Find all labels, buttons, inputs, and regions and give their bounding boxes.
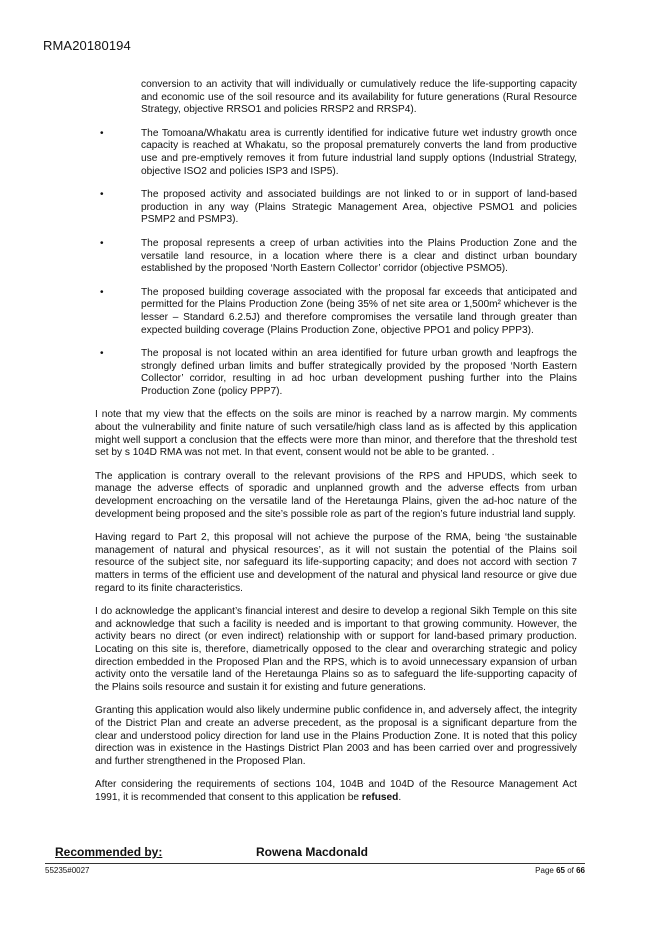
paragraph-soil-effects: I note that my view that the effects on the soils are minor is reached by a narrow margin. My comments about the vulnerability and finite nature of such versatile/high class land as is affected by this application might well support a conclusion that the effects were more than minor, and therefore that the threshold test set by s 104D RMA was not met. In that event, consent would not be able to be granted. . <box>95 409 577 459</box>
bullet-item <box>95 287 577 337</box>
paragraph-precedent: Granting this application would also likely undermine public confidence in, and adversely affect, the integrity of the District Plan and create an adverse precedent, as the proposal is a significant departure from the clear and understood policy direction for land use in the Plains Production Zone. It is noted that this policy direction was in existence in the Hastings District Plan 2003 and has been carried over and progressively and further strengthened in the Proposed Plan. <box>95 705 577 767</box>
bullet-item <box>95 238 577 276</box>
page-number <box>535 866 585 875</box>
paragraph-part-2: Having regard to Part 2, this proposal will not achieve the purpose of the RMA, being ‘the sustainable management of natural and physical resources’, as it will not sustain the potential of the Plains soil resource of the subject site, nor safeguard its life-supporting capacity; and does not accord with section 7 matters in terms of the efficient use and development of the natural and physical land resource or give due regard to its finite characteristics. <box>95 532 577 594</box>
recommendation-outcome: refused <box>361 791 399 803</box>
footer-document-ref: 55235#0027 <box>45 866 90 875</box>
page-of: of <box>564 866 577 875</box>
bullet-text: The Tomoana/Whakatu area is currently identified for indicative future wet industry growth once capacity is reached at Whakatu, so the proposal prematurely converts the land from productive use and pre-emptively removes it from future industrial land supply options (Industrial Strategy, objective ISO2 and policies ISP3 and ISP5). <box>141 127 577 177</box>
bullet-glyph: • <box>100 189 104 201</box>
bullet-item <box>95 189 577 227</box>
bullet-glyph: • <box>100 286 104 298</box>
bullet-glyph: • <box>100 127 104 139</box>
current-page: 65 <box>556 866 565 875</box>
bullet-item <box>95 348 577 398</box>
recommended-by-label: Recommended by: <box>55 845 163 859</box>
bullet-text: The proposed activity and associated buildings are not linked to or in support of land-based production in any way (Plains Strategic Management Area, objective PSMO1 and policies PSMP2 and PSMP3). <box>141 189 577 226</box>
total-pages: 66 <box>576 866 585 875</box>
recommender-name: Rowena Macdonald <box>256 845 369 859</box>
footer-divider <box>45 863 585 864</box>
bullet-text: The proposal is not located within an area identified for future urban growth and leapfrogs the strongly defined urban limits and buffer strategically provided by the proposed ‘North Eastern Collector’ corridor, resulting in ad hoc urban development pushing further into the Plains Production Zone (policy PPP7). <box>141 348 577 397</box>
bullet-item <box>95 128 577 178</box>
bullet-text: The proposal represents a creep of urban activities into the Plains Production Zone and the versatile land resource, in a location where there is a clear and distinct urban boundary established by the proposed ‘North Eastern Collector’ corridor (objective PSMO5). <box>141 237 577 275</box>
document-reference-header: RMA20180194 <box>43 38 131 53</box>
bullet-glyph: • <box>100 237 104 249</box>
paragraph-recommendation <box>95 779 577 804</box>
document-body <box>95 79 577 816</box>
bullet-glyph: • <box>100 348 104 360</box>
continued-bullet-text: conversion to an activity that will individually or cumulatively reduce the life-supporting capacity and economic use of the soil resource and its availability for future generations (Rural Resource Strategy, objective RRSO1 and policies RRSP2 and RRSP4). <box>141 79 577 116</box>
page-prefix: Page <box>535 866 557 875</box>
recommendation-text: After considering the requirements of sections 104, 104B and 104D of the Resource Management Act 1991, it is recommended that consent to this application be <box>95 779 577 803</box>
paragraph-rps-hpuds: The application is contrary overall to the relevant provisions of the RPS and HPUDS, which seek to manage the adverse effects of sporadic and unplanned growth and the adverse effects from urban development encroaching on the versatile land of the Heretaunga Plains, given the ad-hoc nature of the development being proposed and the site’s possible role as part of the region’s future industrial land supply. <box>95 470 577 520</box>
reasons-bullet-list <box>95 128 577 399</box>
recommendation-end: . <box>398 791 402 803</box>
paragraph-applicant-interest: I do acknowledge the applicant’s financial interest and desire to develop a regional Sikh Temple on this site and acknowledge that such a facility is needed and is important to that growing community. However, the activity bears no direct (or even indirect) relationship with or support for land-based primary production. Locating on this site is, therefore, diametrically opposed to the clear and overarching strategic and policy direction embedded in the Proposed Plan and the RPS, which is to avoid unnecessary expansion of urban activity onto the versatile land of the Heretaunga Plains so as to safeguard the life-supporting capacity of the Plains soils resource and sustain it for existing and future generations. <box>95 606 577 693</box>
bullet-text: The proposed building coverage associated with the proposal far exceeds that anticipated and permitted for the Plains Production Zone (being 35% of net site area or 1,500m² whichever is the lesser – Standard 6.2.5J) and therefore compromises the versatile land through greater than expected building coverage (Plains Production Zone, objective PPO1 and policy PPP3). <box>141 286 577 336</box>
